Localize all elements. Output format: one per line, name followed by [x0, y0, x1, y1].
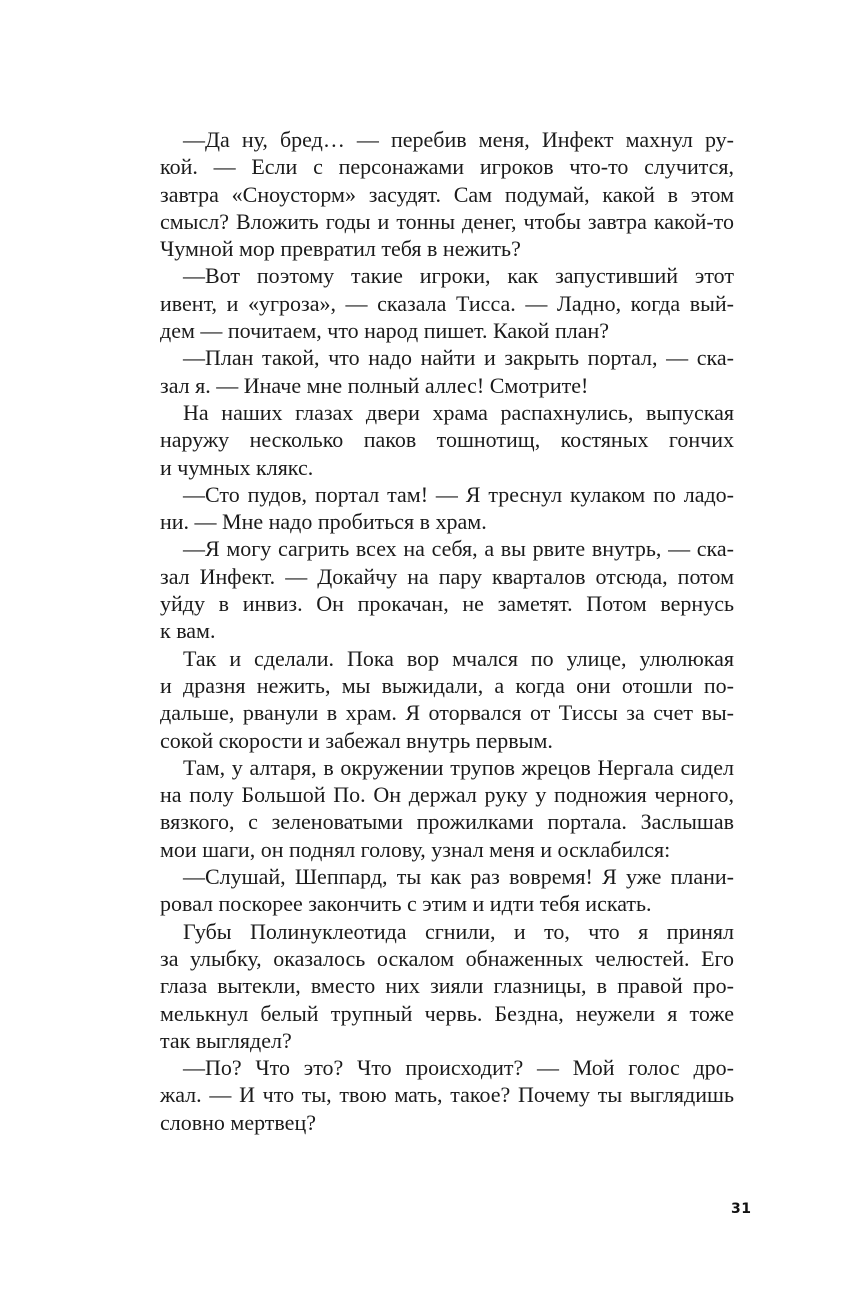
text-line: зал я. — Иначе мне полный аллес! Смотрите!: [160, 372, 589, 398]
text-line: вязкого, с зеленоватыми прожилками портала. Заслышав: [160, 809, 734, 835]
text-line: —Я могу сагрить всех на себя, а вы рвите внутрь, — ска-: [183, 536, 734, 562]
text-line: завтра «Сноусторм» засудят. Сам подумай, какой в этом: [160, 181, 734, 207]
text-line: глаза вытекли, вместо них зияли глазницы, в правой про-: [160, 973, 734, 999]
text-line: жал. — И что ты, твою мать, такое? Почему ты выглядишь: [160, 1082, 734, 1108]
text-line: уйду в инвиз. Он прокачан, не заметят. Потом вернусь: [160, 591, 734, 617]
text-line: На наших глазах двери храма распахнулись, выпуская: [183, 399, 734, 425]
text-line: дальше, рванули в храм. Я оторвался от Тиссы за счет вы-: [160, 700, 734, 726]
text-line: ивент, и «угроза», — сказала Тисса. — Ладно, когда вый-: [160, 290, 734, 316]
text-line: Так и сделали. Пока вор мчался по улице, улюлюкая: [183, 645, 734, 671]
text-line: ровал поскорее закончить с этим и идти тебя искать.: [160, 891, 652, 917]
text-line: —Да ну, бред… — перебив меня, Инфект махнул ру-: [183, 127, 734, 152]
text-line: ни. — Мне надо пробиться в храм.: [160, 509, 487, 535]
text-line: к вам.: [160, 618, 216, 644]
text-line: —План такой, что надо найти и закрыть портал, — ска-: [183, 345, 734, 371]
text-line: на полу Большой По. Он держал руку у подножия черного,: [160, 782, 734, 808]
text-line: зал Инфект. — Докайчу на пару кварталов отсюда, потом: [160, 563, 734, 589]
text-line: —Слушай, Шеппард, ты как раз вовремя! Я уже плани-: [183, 864, 734, 890]
text-line: Губы Полинуклеотида сгнили, и то, что я принял: [183, 918, 734, 944]
text-line: дем — почитаем, что народ пишет. Какой план?: [160, 318, 610, 344]
text-line: так выглядел?: [160, 1027, 292, 1053]
text-line: и чумных клякс.: [160, 454, 314, 480]
text-line: смысл? Вложить годы и тонны денег, чтобы завтра какой-то: [160, 208, 734, 234]
text-line: —Сто пудов, портал там! — Я треснул кулаком по ладо-: [183, 481, 734, 507]
text-line: Чумной мор превратил тебя в нежить?: [160, 236, 521, 262]
text-line: Там, у алтаря, в окружении трупов жрецов Нергала сидел: [183, 754, 734, 780]
text-line: за улыбку, оказалось оскалом обнаженных челюстей. Его: [160, 945, 734, 971]
body-text: [160, 126, 734, 1136]
page-number: 31: [731, 1201, 752, 1217]
text-line: —Вот поэтому такие игроки, как запустивший этот: [183, 263, 734, 289]
text-line: —По? Что это? Что происходит? — Мой голос дро-: [183, 1055, 734, 1081]
text-line: и дразня нежить, мы выжидали, а когда они отошли по-: [160, 672, 734, 698]
text-line: сокой скорости и забежал внутрь первым.: [160, 727, 553, 753]
text-line: кой. — Если с персонажами игроков что-то случится,: [160, 154, 734, 180]
text-line: мои шаги, он поднял голову, узнал меня и осклабился:: [160, 836, 671, 862]
text-line: наружу несколько паков тошнотищ, костяных гончих: [160, 427, 734, 453]
text-line: мелькнул белый трупный червь. Бездна, неужели я тоже: [160, 1000, 734, 1026]
text-line: словно мертвец?: [160, 1109, 316, 1135]
